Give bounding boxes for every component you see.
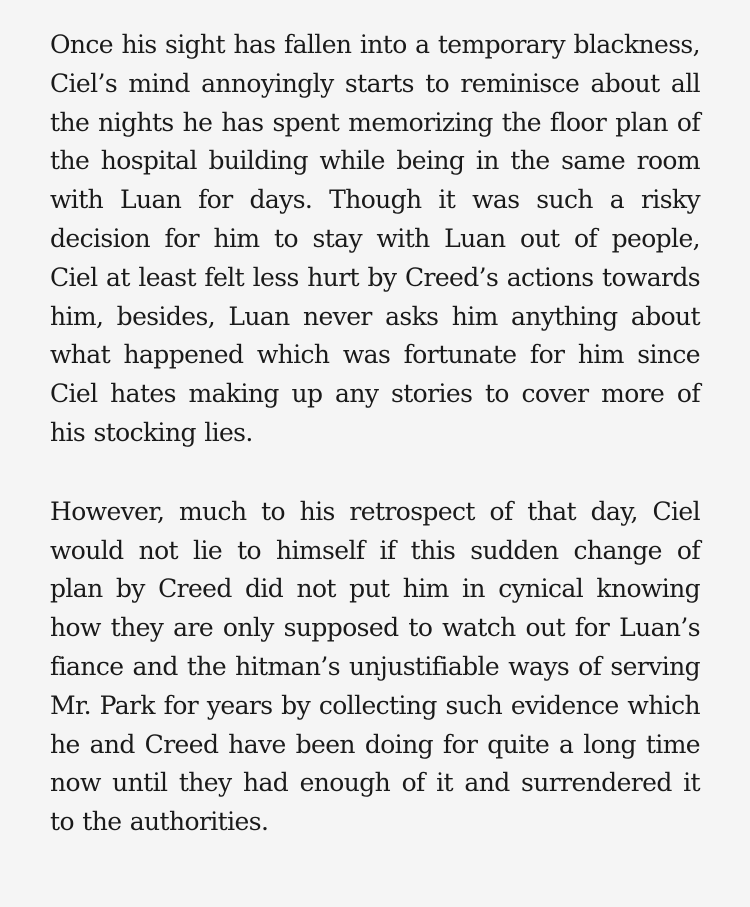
document-page [50, 26, 700, 842]
paragraph-1: Once his sight has fallen into a temporary blackness, Ciel’s mind annoyingly starts to reminisce about all the nights he has spent memorizing the floor plan of the hospital building while being in the same room with Luan for days. Though it was such a risky decision for him to stay with Luan out of people, Ciel at least felt less hurt by Creed’s actions towards him, besides, Luan never asks him anything about what happened which was fortunate for him since Ciel hates making up any stories to cover more of his stocking lies. [50, 30, 700, 447]
paragraph-2: However, much to his retrospect of that day, Ciel would not lie to himself if this sudden change of plan by Creed did not put him in cynical knowing how they are only supposed to watch out for Luan’s fiance and the hitman’s unjustifiable ways of serving Mr. Park for years by collecting such evidence which he and Creed have been doing for quite a long time now until they had enough of it and surrendered it to the authorities. [50, 496, 700, 837]
